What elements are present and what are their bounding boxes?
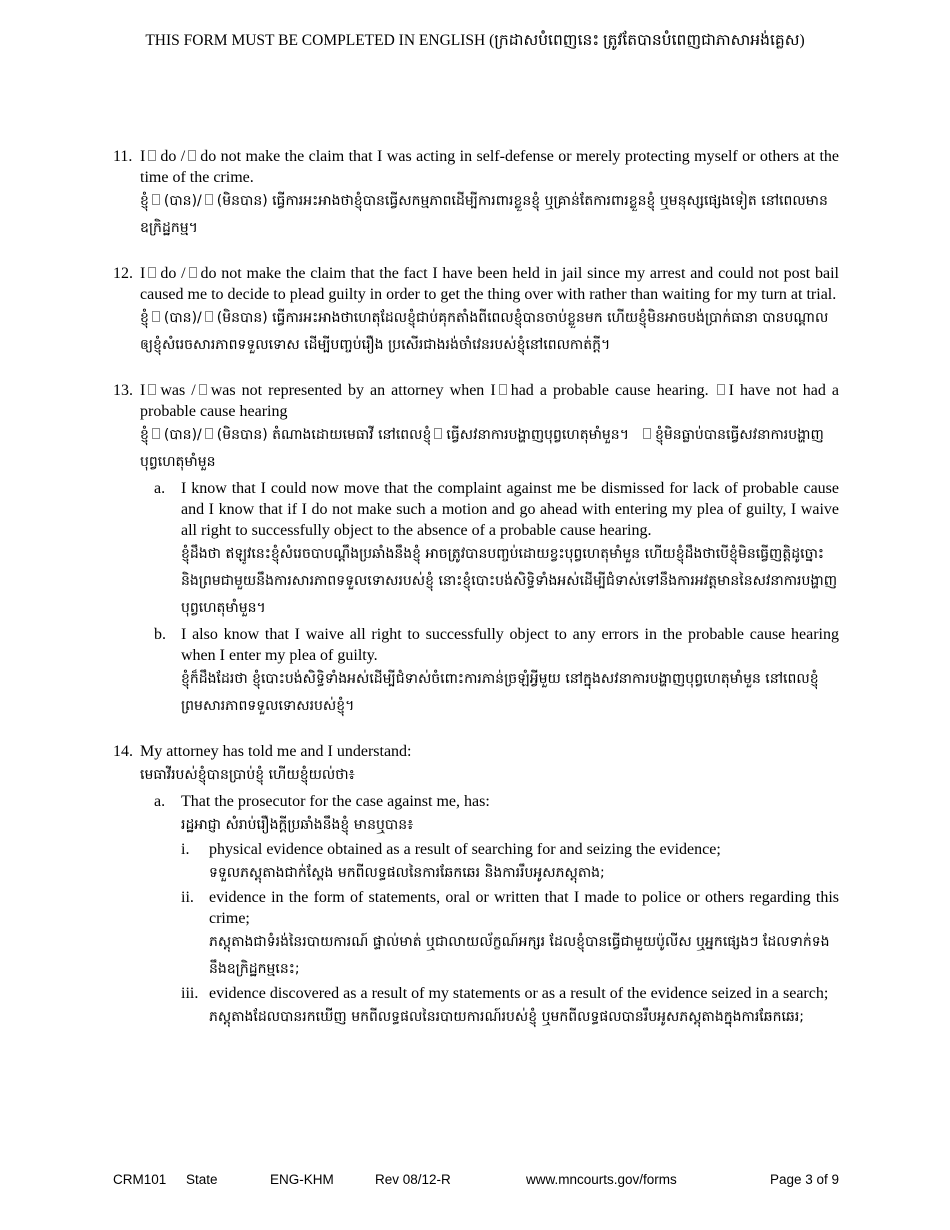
item-14a: a. That the prosecutor for the case against me, has: រដ្ឋអាជ្ញា សំរាប់រឿងក្តីប្រឆាំងនឹងខ្ញុំ មានឬបាន៖ i. physical evidence obtained as a result of searching for and seizing the evidence; ទទួលភស្តុតាងជាក់ស្តែង មកពីលទ្ធផលនៃការឆែកឆេរ និងការរឹបអូសភស្តុតាង; ii. evidence in the form of statements, oral or written that I made to police or others regarding this crime; ភស្តុតាងជាទំរង់នៃរបាយការណ៍ ផ្ទាល់មាត់ ឬជាលាយល័ក្ខណ៍អក្សរ ដែលខ្ញុំបានធ្វើជាមួយប៉ូលីស ឬអ្នកផ្សេងៗ ដែលទាក់ទងនឹងឧក្រិដ្ឋកម្មនេះ; iii. evidence discovered as a result of my statements or as a result of the evidence seized in a search; ភស្តុតាងដែលបានរកឃើញ មកពីលទ្ធផលនៃរបាយការណ៍របស់ខ្ញុំ ឬមកពីលទ្ធផលបានរឹបអូសភស្តុតាងក្នុងការឆែកឆេរ; xyxy=(154,791,839,1031)
item-14-english: My attorney has told me and I understand: xyxy=(140,743,412,760)
did-not-checkbox-km[interactable] xyxy=(205,194,213,205)
item-14-khmer: មេធាវីរបស់ខ្ញុំបានប្រាប់ខ្ញុំ ហើយខ្ញុំយល់ថា៖ xyxy=(140,767,355,783)
item-13 xyxy=(113,380,839,720)
item-11-khmer: ខ្ញុំ (បាន)/ (មិនបាន) ធ្វើការអះអាងថាខ្ញុំបានធ្វើសកម្មភាពដើម្បីការពារខ្លួនខ្ញុំ ឬគ្រាន់តែការពារខ្លួនខ្ញុំ ឬមនុស្សផ្សេងទៀត នៅពេលមានឧក្រិដ្ឋកម្ម។ xyxy=(140,193,828,236)
item-12-khmer: ខ្ញុំ (បាន)/ (មិនបាន) ធ្វើការអះអាងថាហេតុដែលខ្ញុំជាប់គុកតាំងពីពេលខ្ញុំបានចាប់ខ្លួនមក ហើយខ្ញុំមិនអាចបង់ប្រាក់ធានា បានបណ្តាលឲ្យខ្ញុំសំរេចសារភាពទទួលទោស ដើម្បីបញ្ចប់រឿង ប្រសើរជាងរង់ចាំវេនរបស់ខ្ញុំនៅពេលកាត់ក្តី។ xyxy=(140,310,829,353)
item-11-english: I do / do not make the claim that I was acting in self-defense or merely protecting myself or others at the time of the crime. xyxy=(140,148,839,186)
no-hearing-checkbox-km[interactable] xyxy=(643,428,651,439)
item-13a-khmer: ខ្ញុំដឹងថា ឥឡូវនេះខ្ញុំសំរេចបាបណ្តឹងប្រឆាំងនឹងខ្ញុំ អាចត្រូវបានបញ្ចប់ដោយខ្វះបុព្វហេតុមាំមួន ហើយខ្ញុំដឹងថាបើខ្ញុំមិនធ្វើញត្តិដូច្នោះ និងព្រមជាមួយនឹងការសារភាពទទួលទោសរបស់ខ្ញុំ នោះខ្ញុំបោះបង់សិទ្ធិទាំងអស់ដើម្បីជំទាស់ទៅនឹងការអវត្តមាននៃសវនាការបង្ហាញបុព្វហេតុមាំមួន។ xyxy=(181,546,838,616)
item-number: 11. xyxy=(113,148,133,165)
page-number: Page 3 of 9 xyxy=(769,1172,839,1187)
had-hearing-checkbox-km[interactable] xyxy=(434,428,442,439)
forms-url[interactable]: www.mncourts.gov/forms xyxy=(526,1172,677,1187)
item-14a-ii: ii. evidence in the form of statements, oral or written that I made to police or others regarding this crime; ភស្តុតាងជាទំរង់នៃរបាយការណ៍ ផ្ទាល់មាត់ ឬជាលាយល័ក្ខណ៍អក្សរ ដែលខ្ញុំបានធ្វើជាមួយប៉ូលីស ឬអ្នកផ្សេងៗ ដែលទាក់ទងនឹងឧក្រិដ្ឋកម្មនេះ; xyxy=(181,887,839,983)
item-number: 12. xyxy=(113,265,133,282)
was-not-checkbox[interactable] xyxy=(199,384,207,395)
item-11 xyxy=(113,146,839,242)
item-14a-iii-english: evidence discovered as a result of my statements or as a result of the evidence seized in a search; xyxy=(209,985,829,1002)
header-text: THIS FORM MUST BE COMPLETED IN ENGLISH (ក្រដាសបំពេញនេះ ត្រូវតែបានបំពេញជាភាសាអង់គ្លេស) xyxy=(145,32,805,49)
item-13b-english: I also know that I waive all right to successfully object to any errors in the probable cause hearing when I enter my plea of guilty. xyxy=(181,626,839,664)
form-revision: Rev 08/12-R xyxy=(375,1172,451,1187)
page-header xyxy=(0,30,950,53)
item-13-khmer: ខ្ញុំ (បាន)/ (មិនបាន) តំណាងដោយមេធាវី នៅពេលខ្ញុំ ធ្វើសវនាការបង្ហាញបុព្វហេតុមាំមួន។ ខ្ញុំមិនធ្លាប់បានធ្វើសវនាការបង្ហាញបុព្វហេតុមាំមួន xyxy=(140,427,824,470)
do-checkbox[interactable] xyxy=(148,267,156,278)
was-not-checkbox-km[interactable] xyxy=(205,428,213,439)
do-not-checkbox[interactable] xyxy=(188,150,196,161)
was-checkbox-km[interactable] xyxy=(152,428,160,439)
item-13-english: I was / was not represented by an attorney when I had a probable cause hearing. I have not had a probable cause hearing xyxy=(140,382,840,420)
form-content xyxy=(113,146,839,1052)
item-14a-i-khmer: ទទួលភស្តុតាងជាក់ស្តែង មកពីលទ្ធផលនៃការឆែកឆេរ និងការរឹបអូសភស្តុតាង; xyxy=(209,865,605,881)
form-code: CRM101 xyxy=(113,1172,167,1187)
did-checkbox-km[interactable] xyxy=(152,194,160,205)
item-13b: b. I also know that I waive all right to successfully object to any errors in the probable cause hearing when I enter my plea of guilty. ខ្ញុំក៏ដឹងដែរថា ខ្ញុំបោះបង់សិទ្ធិទាំងអស់ដើម្បីជំទាស់ចំពោះការភាន់ច្រឡំអ្វីមួយ នៅក្នុងសវនាការបង្ហាញបុព្វហេតុមាំមួន នៅពេលខ្ញុំព្រមសារភាពទទួលទោសរបស់ខ្ញុំ។ xyxy=(154,624,839,720)
item-14 xyxy=(113,741,839,1031)
do-not-checkbox[interactable] xyxy=(189,267,197,278)
item-13b-khmer: ខ្ញុំក៏ដឹងដែរថា ខ្ញុំបោះបង់សិទ្ធិទាំងអស់ដើម្បីជំទាស់ចំពោះការភាន់ច្រឡំអ្វីមួយ នៅក្នុងសវនាការបង្ហាញបុព្វហេតុមាំមួន នៅពេលខ្ញុំព្រមសារភាពទទួលទោសរបស់ខ្ញុំ។ xyxy=(181,671,819,714)
did-checkbox-km[interactable] xyxy=(152,311,160,322)
item-14a-i: i. physical evidence obtained as a result of searching for and seizing the evidence; ទទួលភស្តុតាងជាក់ស្តែង មកពីលទ្ធផលនៃការឆែកឆេរ និងការរឹបអូសភស្តុតាង; xyxy=(181,839,839,887)
form-language: ENG-KHM xyxy=(270,1172,334,1187)
no-hearing-checkbox[interactable] xyxy=(717,384,725,395)
item-12 xyxy=(113,263,839,359)
item-number: 13. xyxy=(113,382,133,399)
item-14a-iii: iii. evidence discovered as a result of my statements or as a result of the evidence seized in a search; ភស្តុតាងដែលបានរកឃើញ មកពីលទ្ធផលនៃរបាយការណ៍របស់ខ្ញុំ ឬមកពីលទ្ធផលបានរឹបអូសភស្តុតាងក្នុងការឆែកឆេរ; xyxy=(181,983,839,1031)
do-checkbox[interactable] xyxy=(148,150,156,161)
form-level: State xyxy=(186,1172,218,1187)
item-13a-english: I know that I could now move that the complaint against me be dismissed for lack of probable cause and I know that if I do not make such a motion and go ahead with entering my plea of guilty, I waive all right to successfully object to the absence of a probable cause hearing. xyxy=(181,480,839,539)
had-hearing-checkbox[interactable] xyxy=(499,384,507,395)
item-14a-khmer: រដ្ឋអាជ្ញា សំរាប់រឿងក្តីប្រឆាំងនឹងខ្ញុំ មានឬបាន៖ xyxy=(181,817,414,833)
item-number: 14. xyxy=(113,743,133,760)
item-14a-iii-khmer: ភស្តុតាងដែលបានរកឃើញ មកពីលទ្ធផលនៃរបាយការណ៍របស់ខ្ញុំ ឬមកពីលទ្ធផលបានរឹបអូសភស្តុតាងក្នុងការឆែកឆេរ; xyxy=(209,1009,805,1025)
item-13a: a. I know that I could now move that the complaint against me be dismissed for lack of probable cause and I know that if I do not make such a motion and go ahead with entering my plea of guilty, I waive all right to successfully object to the absence of a probable cause hearing. ខ្ញុំដឹងថា ឥឡូវនេះខ្ញុំសំរេចបាបណ្តឹងប្រឆាំងនឹងខ្ញុំ អាចត្រូវបានបញ្ចប់ដោយខ្វះបុព្វហេតុមាំមួន ហើយខ្ញុំដឹងថាបើខ្ញុំមិនធ្វើញត្តិដូច្នោះ និងព្រមជាមួយនឹងការសារភាពទទួលទោសរបស់ខ្ញុំ នោះខ្ញុំបោះបង់សិទ្ធិទាំងអស់ដើម្បីជំទាស់ទៅនឹងការអវត្តមាននៃសវនាការបង្ហាញបុព្វហេតុមាំមួន។ xyxy=(154,478,839,622)
item-12-english: I do / do not make the claim that the fact I have been held in jail since my arrest and could not post bail caused me to decide to plead guilty in order to get the thing over with rather than waiting for my turn at trial. xyxy=(140,265,840,303)
was-checkbox[interactable] xyxy=(148,384,156,395)
did-not-checkbox-km[interactable] xyxy=(205,311,213,322)
item-14a-ii-khmer: ភស្តុតាងជាទំរង់នៃរបាយការណ៍ ផ្ទាល់មាត់ ឬជាលាយល័ក្ខណ៍អក្សរ ដែលខ្ញុំបានធ្វើជាមួយប៉ូលីស ឬអ្នកផ្សេងៗ ដែលទាក់ទងនឹងឧក្រិដ្ឋកម្មនេះ; xyxy=(209,934,830,977)
item-14a-ii-english: evidence in the form of statements, oral or written that I made to police or others regarding this crime; xyxy=(209,889,839,927)
item-14a-i-english: physical evidence obtained as a result of searching for and seizing the evidence; xyxy=(209,841,721,858)
item-14a-english: That the prosecutor for the case against me, has: xyxy=(181,793,490,810)
